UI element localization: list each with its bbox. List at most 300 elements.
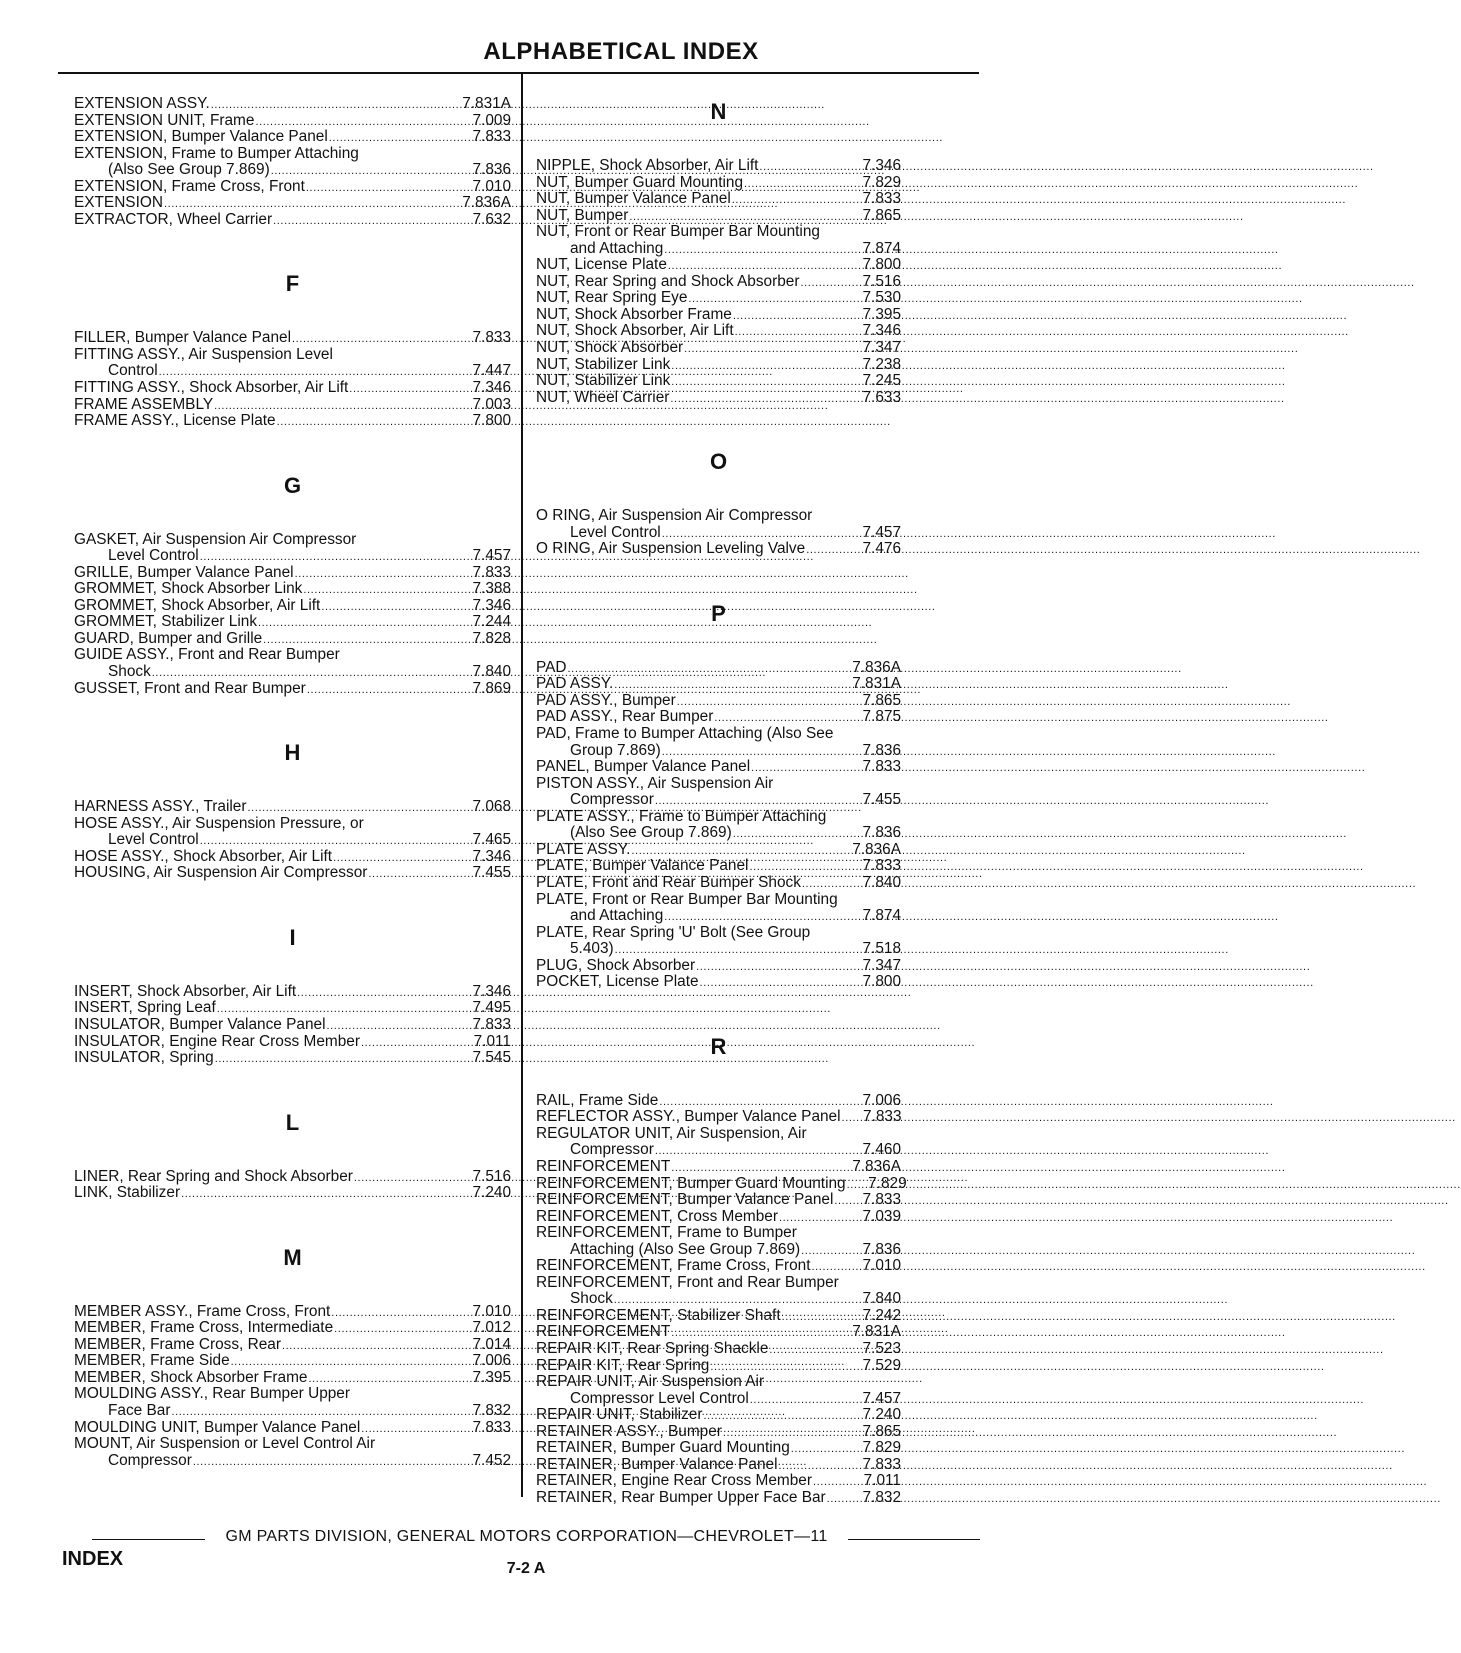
dot-leader xyxy=(806,541,845,559)
index-entry xyxy=(74,1185,511,1202)
entry-text: PLATE, Front and Rear Bumper Shock xyxy=(536,873,801,891)
entry-line-continued xyxy=(536,1225,901,1242)
entry-line xyxy=(74,681,511,698)
entry-line xyxy=(536,842,901,859)
dot-leader xyxy=(700,974,845,992)
entry-text: EXTENSION, Bumper Valance Panel xyxy=(74,128,328,146)
entry-line xyxy=(536,1490,901,1507)
entry-line-continued xyxy=(536,809,901,826)
index-entry xyxy=(536,1174,907,1193)
entry-line xyxy=(74,212,511,229)
entry-text: NUT, License Plate xyxy=(536,256,667,274)
entry-line xyxy=(74,397,511,414)
index-entry xyxy=(536,175,901,192)
index-entry xyxy=(74,129,511,146)
entry-line xyxy=(74,413,511,430)
dot-leader xyxy=(297,984,455,1002)
entry-line xyxy=(74,113,511,130)
index-entry xyxy=(536,1424,901,1441)
index-entry xyxy=(536,274,901,291)
entry-text: NUT, Stabilizer Link xyxy=(536,372,671,390)
page-reference: 7.245 xyxy=(862,372,901,390)
entry-line xyxy=(74,614,511,631)
dot-leader xyxy=(181,1185,455,1203)
dot-leader xyxy=(664,241,845,259)
entry-text: NUT, Shock Absorber xyxy=(536,339,684,357)
entry-text: GRILLE, Bumper Valance Panel xyxy=(74,563,294,581)
entry-text: NUT, Bumper xyxy=(536,206,629,224)
index-entry xyxy=(536,307,901,324)
dot-leader xyxy=(334,1320,455,1338)
index-entry xyxy=(74,113,511,130)
index-entry xyxy=(536,974,901,991)
entry-text: HOSE ASSY., Air Suspension Pressure, or xyxy=(74,814,364,832)
entry-text: Compressor xyxy=(108,1451,192,1469)
page-reference: 7.874 xyxy=(862,907,901,925)
entry-line xyxy=(536,525,901,542)
entry-text: NUT, Front or Rear Bumper Bar Mounting xyxy=(536,223,820,241)
entry-line-continued xyxy=(536,224,901,241)
page-reference: 7.545 xyxy=(472,1049,511,1067)
index-entry xyxy=(74,532,511,565)
entry-text: RAIL, Frame Side xyxy=(536,1091,659,1109)
entry-line-continued xyxy=(536,892,901,909)
entry-text: NUT, Bumper Guard Mounting xyxy=(536,173,744,191)
entry-line xyxy=(536,660,901,677)
entry-line xyxy=(536,743,901,760)
entry-line xyxy=(536,241,901,258)
section-letter: P xyxy=(711,600,726,626)
entry-text: HOUSING, Air Suspension Air Compressor xyxy=(74,864,368,882)
entry-text: PAD ASSY., Rear Bumper xyxy=(536,708,714,726)
page-reference: 7.014 xyxy=(472,1335,511,1353)
index-entry xyxy=(74,849,511,866)
section-letter: L xyxy=(285,1109,300,1135)
entry-text: GASKET, Air Suspension Air Compressor xyxy=(74,530,357,548)
page-reference: 7.833 xyxy=(862,190,901,208)
page-reference: 7.457 xyxy=(862,1389,901,1407)
section-letter: I xyxy=(289,924,296,950)
entry-line-continued xyxy=(74,146,511,163)
entry-text: NUT, Shock Absorber, Air Lift xyxy=(536,322,734,340)
entry-text: MOUNT, Air Suspension or Level Control Air xyxy=(74,1435,376,1453)
entry-text: REPAIR UNIT, Stabilizer xyxy=(536,1406,703,1424)
index-entry xyxy=(536,858,901,875)
page-reference: 7.238 xyxy=(862,355,901,373)
index-entry xyxy=(536,1209,901,1226)
index-entry xyxy=(536,776,901,809)
page-reference: 7.465 xyxy=(472,831,511,849)
index-entry xyxy=(536,1358,901,1375)
page-reference: 7.395 xyxy=(472,1368,511,1386)
index-entry xyxy=(74,1386,511,1419)
footer-rule-right xyxy=(848,1539,980,1540)
page-reference: 7.516 xyxy=(472,1167,511,1185)
index-entry xyxy=(536,1225,901,1258)
entry-line xyxy=(536,290,901,307)
entry-text: Face Bar xyxy=(108,1401,171,1419)
index-entry xyxy=(536,1258,901,1275)
page-reference: 7.495 xyxy=(472,999,511,1017)
page-reference: 7.244 xyxy=(472,613,511,631)
entry-line xyxy=(536,1473,901,1490)
entry-text: INSULATOR, Bumper Valance Panel xyxy=(74,1015,326,1033)
index-section xyxy=(74,922,511,1067)
dot-leader xyxy=(733,825,845,843)
entry-text: INSULATOR, Spring xyxy=(74,1049,214,1067)
entry-text: INSERT, Spring Leaf xyxy=(74,999,216,1017)
index-entry xyxy=(536,224,901,257)
entry-line xyxy=(536,941,901,958)
entry-text: NUT, Rear Spring and Shock Absorber xyxy=(536,272,800,290)
entry-line xyxy=(536,1358,901,1375)
index-entry xyxy=(536,1324,901,1341)
index-section xyxy=(536,446,901,558)
entry-text: PANEL, Bumper Valance Panel xyxy=(536,758,751,776)
entry-line xyxy=(536,1341,901,1358)
entry-text: REINFORCEMENT, Bumper Guard Mounting xyxy=(536,1174,846,1192)
entry-text: PLATE ASSY. xyxy=(536,840,631,858)
entry-line xyxy=(74,548,511,565)
dot-leader xyxy=(368,865,455,883)
page-reference: 7.240 xyxy=(862,1406,901,1424)
index-entry xyxy=(74,1436,511,1469)
index-entry xyxy=(74,1034,511,1051)
page-reference: 7.833 xyxy=(472,1418,511,1436)
entry-line xyxy=(74,363,511,380)
footer-text: GM PARTS DIVISION, GENERAL MOTORS CORPORATION—CHEVROLET—11 xyxy=(225,1528,828,1545)
entry-line xyxy=(74,598,511,615)
entry-text: POCKET, License Plate xyxy=(536,973,699,991)
page-reference: 7.836 xyxy=(862,824,901,842)
index-entry xyxy=(536,660,901,677)
page-reference: 7.833 xyxy=(472,563,511,581)
page-reference: 7.836 xyxy=(862,741,901,759)
entry-line xyxy=(74,565,511,582)
section-letter: H xyxy=(284,740,301,766)
entry-text: GROMMET, Shock Absorber Link xyxy=(74,580,303,598)
entry-line xyxy=(536,1209,901,1226)
entry-line-continued xyxy=(536,1374,901,1391)
index-section xyxy=(536,598,901,991)
dot-leader xyxy=(171,1403,455,1421)
dot-leader xyxy=(361,1420,455,1438)
entry-line xyxy=(74,1017,511,1034)
index-entry xyxy=(536,1341,901,1358)
entry-text: PAD xyxy=(536,658,567,676)
entry-text: HOSE ASSY., Shock Absorber, Air Lift xyxy=(74,847,333,865)
index-entry xyxy=(536,508,901,541)
page-reference: 7.395 xyxy=(862,305,901,323)
entry-line xyxy=(74,1337,511,1354)
index-entry xyxy=(536,709,901,726)
page-reference: 7.829 xyxy=(868,1174,907,1192)
entry-text: PLUG, Shock Absorber xyxy=(536,956,696,974)
index-entry xyxy=(74,212,511,229)
entry-text: EXTRACTOR, Wheel Carrier xyxy=(74,210,273,228)
dot-leader xyxy=(802,875,845,893)
dot-leader xyxy=(331,1304,455,1322)
entry-text: REPAIR UNIT, Air Suspension Air xyxy=(536,1373,765,1391)
page-reference: 7.347 xyxy=(862,339,901,357)
entry-text: PAD, Frame to Bumper Attaching (Also See xyxy=(536,725,834,743)
entry-line xyxy=(536,390,901,407)
dot-leader xyxy=(684,340,845,358)
index-entry xyxy=(536,759,901,776)
entry-text: REINFORCEMENT, Frame Cross, Front xyxy=(536,1257,811,1275)
dot-leader xyxy=(303,581,455,599)
entry-text: FITTING ASSY., Air Suspension Level xyxy=(74,345,333,363)
right-column xyxy=(536,96,907,1506)
index-entry xyxy=(74,816,511,849)
page-reference: 7.840 xyxy=(472,663,511,681)
index-entry xyxy=(74,984,511,1001)
index-entry xyxy=(536,925,901,958)
entry-line xyxy=(536,175,901,192)
index-entry xyxy=(74,347,511,380)
entry-text: (Also See Group 7.869) xyxy=(570,824,732,842)
page-reference: 7.010 xyxy=(472,177,511,195)
entry-line xyxy=(536,974,901,991)
page-reference: 7.833 xyxy=(862,758,901,776)
page-reference: 7.836 xyxy=(862,1240,901,1258)
page-reference: 7.476 xyxy=(862,540,901,558)
entry-text: (Also See Group 7.869) xyxy=(108,161,270,179)
entry-text: REINFORCEMENT, Front and Rear Bumper xyxy=(536,1273,839,1291)
entry-text: NUT, Shock Absorber Frame xyxy=(536,305,732,323)
entry-text: Compressor xyxy=(570,791,654,809)
entry-line-continued xyxy=(536,925,901,942)
entry-line xyxy=(536,1424,901,1441)
entry-text: Level Control xyxy=(108,831,199,849)
entry-text: GROMMET, Stabilizer Link xyxy=(74,613,258,631)
entry-text: REINFORCEMENT xyxy=(536,1323,671,1341)
index-entry xyxy=(536,340,901,357)
entry-line xyxy=(74,330,511,347)
page-reference: 7.865 xyxy=(862,691,901,709)
entry-line xyxy=(74,1420,511,1437)
dot-leader xyxy=(211,96,455,114)
entry-line xyxy=(74,631,511,648)
page-reference: 7.457 xyxy=(862,523,901,541)
index-entry xyxy=(74,179,511,196)
page-reference: 7.346 xyxy=(862,322,901,340)
page-reference: 7.632 xyxy=(472,210,511,228)
entry-text: Compressor Level Control xyxy=(570,1389,749,1407)
entry-line xyxy=(536,541,901,558)
entry-text: and Attaching xyxy=(570,239,664,257)
dot-leader xyxy=(664,908,845,926)
dot-leader xyxy=(361,1034,455,1052)
index-entry xyxy=(536,290,901,307)
entry-text: PAD ASSY., Bumper xyxy=(536,691,676,709)
entry-text: RETAINER, Engine Rear Cross Member xyxy=(536,1472,812,1490)
dot-leader xyxy=(671,1159,845,1177)
page-reference: 7.874 xyxy=(862,239,901,257)
dot-leader xyxy=(842,1109,846,1127)
index-entry xyxy=(74,1353,511,1370)
page-reference: 7.836A xyxy=(852,658,901,676)
page-reference: 7.869 xyxy=(472,679,511,697)
entry-text: INSERT, Shock Absorber, Air Lift xyxy=(74,982,297,1000)
entry-line xyxy=(74,162,511,179)
entry-line xyxy=(536,759,901,776)
dot-leader xyxy=(671,357,845,375)
index-entry xyxy=(74,865,511,882)
entry-line xyxy=(536,958,901,975)
entry-line xyxy=(74,1353,511,1370)
page-reference: 7.833 xyxy=(862,1455,901,1473)
entry-text: GROMMET, Shock Absorber, Air Lift xyxy=(74,596,321,614)
page-reference: 7.011 xyxy=(863,1472,901,1490)
page-reference: 7.833 xyxy=(862,1191,901,1209)
entry-text: EXTENSION UNIT, Frame xyxy=(74,111,255,129)
dot-leader xyxy=(834,1192,845,1210)
entry-line xyxy=(536,274,901,291)
entry-line xyxy=(536,709,901,726)
index-entry xyxy=(536,693,901,710)
index-entry xyxy=(74,581,511,598)
entry-text: REINFORCEMENT, Frame to Bumper xyxy=(536,1224,797,1242)
index-entry xyxy=(74,799,511,816)
index-entry xyxy=(74,631,511,648)
dot-leader xyxy=(769,1341,845,1359)
page-reference: 7.346 xyxy=(862,157,901,174)
index-entry xyxy=(74,397,511,414)
index-entry xyxy=(536,390,901,407)
entry-text: FILLER, Bumper Valance Panel xyxy=(74,329,292,347)
page-reference: 7.831A xyxy=(852,1323,901,1341)
page-reference: 7.011 xyxy=(473,1032,511,1050)
entry-line xyxy=(536,257,901,274)
entry-line xyxy=(536,323,901,340)
page-reference: 7.633 xyxy=(862,388,901,406)
index-section xyxy=(74,737,511,882)
entry-text: Level Control xyxy=(570,523,661,541)
index-entry xyxy=(74,1169,511,1186)
entry-text: PLATE, Bumper Valance Panel xyxy=(536,857,749,875)
entry-line-continued xyxy=(536,508,901,525)
entry-text: and Attaching xyxy=(570,907,664,925)
entry-text: FRAME ASSEMBLY xyxy=(74,395,214,413)
index-entry xyxy=(74,195,511,212)
entry-line-continued xyxy=(536,1126,901,1143)
column-divider xyxy=(521,73,523,1497)
entry-line xyxy=(536,1159,901,1176)
page-reference: 7.388 xyxy=(472,580,511,598)
page-reference: 7.455 xyxy=(472,864,511,882)
page-reference: 7.836A xyxy=(852,840,901,858)
entry-line-continued xyxy=(74,532,511,549)
page-reference: 7.457 xyxy=(472,547,511,565)
entry-line-continued xyxy=(74,1436,511,1453)
index-entry xyxy=(536,1490,901,1507)
entry-line xyxy=(536,676,901,693)
entry-line xyxy=(74,1320,511,1337)
dot-leader xyxy=(791,1440,845,1458)
entry-text: MEMBER ASSY., Frame Cross, Front xyxy=(74,1302,331,1320)
entry-text: FITTING ASSY., Shock Absorber, Air Lift xyxy=(74,379,349,397)
index-entry xyxy=(74,1337,511,1354)
index-entry xyxy=(536,1192,901,1209)
section-letter: F xyxy=(285,271,300,297)
dot-leader xyxy=(782,1308,845,1326)
dot-leader xyxy=(735,323,845,341)
index-entry xyxy=(536,1457,901,1474)
page-reference: 7.516 xyxy=(862,272,901,290)
entry-text: REINFORCEMENT, Bumper Valance Panel xyxy=(536,1191,834,1209)
entry-text: INSULATOR, Engine Rear Cross Member xyxy=(74,1032,360,1050)
dot-leader xyxy=(193,1453,455,1471)
entry-line xyxy=(536,1142,901,1159)
page-reference: 7.012 xyxy=(472,1319,511,1337)
entry-line xyxy=(74,1304,511,1321)
entry-line xyxy=(536,875,901,892)
index-entry xyxy=(536,1159,901,1176)
entry-line xyxy=(74,664,511,681)
dot-leader xyxy=(349,380,455,398)
entry-line xyxy=(536,340,901,357)
index-section xyxy=(74,1107,511,1202)
dot-leader xyxy=(273,212,455,230)
dot-leader xyxy=(800,274,845,292)
entry-line xyxy=(74,984,511,1001)
index-entry xyxy=(74,565,511,582)
entry-line xyxy=(536,908,901,925)
entry-text: NUT, Stabilizer Link xyxy=(536,355,671,373)
entry-text: O RING, Air Suspension Leveling Valve xyxy=(536,540,806,558)
section-letter: O xyxy=(709,449,728,475)
page-reference: 7.875 xyxy=(862,708,901,726)
index-section xyxy=(74,1242,511,1469)
index-entry xyxy=(74,1304,511,1321)
entry-line xyxy=(74,96,511,113)
index-entry xyxy=(74,614,511,631)
entry-line-continued xyxy=(536,726,901,743)
index-entry xyxy=(536,1126,901,1159)
entry-line xyxy=(536,1407,901,1424)
entry-text: EXTENSION ASSY. xyxy=(74,95,210,112)
index-entry xyxy=(74,1370,511,1387)
page-reference: 7.346 xyxy=(472,847,511,865)
page-reference: 7.006 xyxy=(862,1091,901,1109)
page-reference: 7.840 xyxy=(862,873,901,891)
entry-line xyxy=(536,357,901,374)
index-entry xyxy=(536,357,901,374)
dot-leader xyxy=(696,958,845,976)
index-section xyxy=(74,470,511,697)
dot-leader xyxy=(152,664,455,682)
page-reference: 7.346 xyxy=(472,982,511,1000)
entry-text: REINFORCEMENT xyxy=(536,1157,671,1175)
entry-text: Shock xyxy=(108,663,151,681)
entry-line xyxy=(74,380,511,397)
entry-line xyxy=(74,195,511,212)
dot-leader xyxy=(671,373,845,391)
entry-text: REINFORCEMENT, Stabilizer Shaft xyxy=(536,1306,781,1324)
entry-line xyxy=(536,1324,901,1341)
entry-line xyxy=(536,858,901,875)
page-reference: 7.833 xyxy=(863,1108,902,1126)
page-reference: 7.010 xyxy=(862,1257,901,1275)
entry-text: REINFORCEMENT, Cross Member xyxy=(536,1207,778,1225)
page-reference: 7.518 xyxy=(862,940,901,958)
page-reference: 7.865 xyxy=(862,206,901,224)
page-reference: 7.836A xyxy=(462,194,511,212)
title-rule xyxy=(58,72,979,74)
entry-line-continued xyxy=(74,647,511,664)
page-reference: 7.833 xyxy=(472,1015,511,1033)
